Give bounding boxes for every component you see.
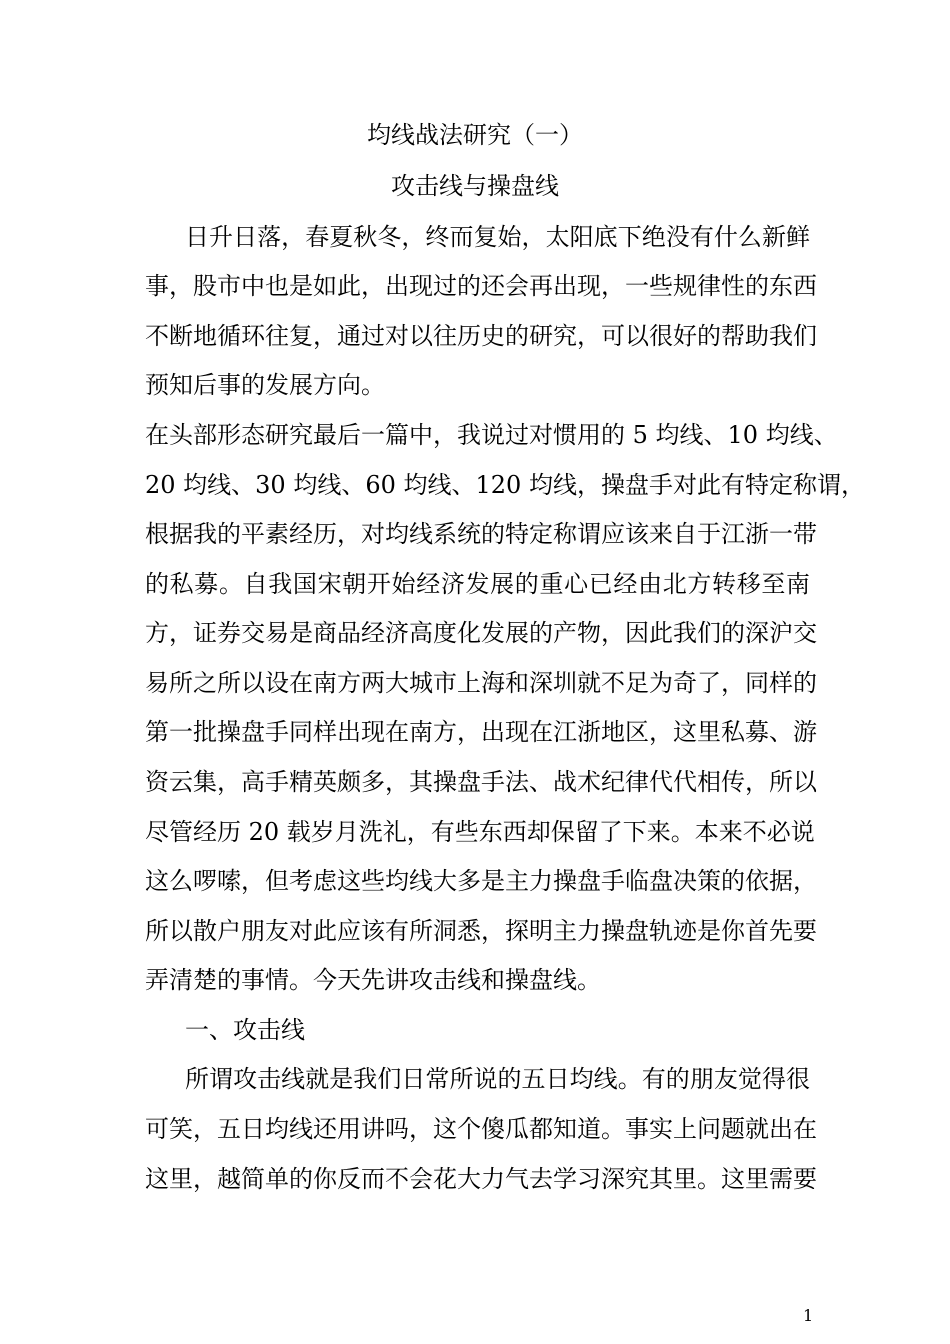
paragraph-line: 弄清楚的事情。今天先讲攻击线和操盘线。 bbox=[145, 966, 601, 994]
paragraph-line: 易所之所以设在南方两大城市上海和深圳就不足为奇了，同样的 bbox=[145, 669, 817, 697]
paragraph-line: 尽管经历 20 载岁月洗礼，有些东西却保留了下来。本来不必说 bbox=[145, 818, 815, 846]
paragraph-line: 所以散户朋友对此应该有所洞悉，探明主力操盘轨迹是你首先要 bbox=[145, 917, 817, 945]
paragraph-line: 这么啰嗦，但考虑这些均线大多是主力操盘手临盘决策的依据， bbox=[145, 867, 817, 895]
document-title: 均线战法研究（一） bbox=[367, 121, 583, 149]
paragraph-line: 的私募。自我国宋朝开始经济发展的重心已经由北方转移至南 bbox=[145, 570, 810, 598]
paragraph-line: 日升日落，春夏秋冬，终而复始，太阳底下绝没有什么新鲜 bbox=[185, 223, 810, 251]
paragraph-line: 方，证券交易是商品经济高度化发展的产物，因此我们的深沪交 bbox=[145, 619, 817, 647]
paragraph-line: 第一批操盘手同样出现在南方，出现在江浙地区，这里私募、游 bbox=[145, 718, 817, 746]
paragraph-line: 事，股市中也是如此，出现过的还会再出现，一些规律性的东西 bbox=[145, 272, 817, 300]
paragraph-line: 资云集，高手精英颇多，其操盘手法、战术纪律代代相传，所以 bbox=[145, 768, 817, 796]
document-subtitle: 攻击线与操盘线 bbox=[391, 172, 559, 200]
paragraph-line: 所谓攻击线就是我们日常所说的五日均线。有的朋友觉得很 bbox=[185, 1065, 810, 1093]
paragraph-line: 不断地循环往复，通过对以往历史的研究，可以很好的帮助我们 bbox=[145, 322, 817, 350]
paragraph-line: 20 均线、30 均线、60 均线、120 均线，操盘手对此有特定称谓， bbox=[145, 471, 865, 499]
paragraph-line: 预知后事的发展方向。 bbox=[145, 371, 385, 399]
page-number: 1 bbox=[803, 1306, 814, 1325]
section-heading: 一、攻击线 bbox=[185, 1016, 305, 1044]
paragraph-line: 可笑，五日均线还用讲吗，这个傻瓜都知道。事实上问题就出在 bbox=[145, 1115, 817, 1143]
paragraph-line: 根据我的平素经历，对均线系统的特定称谓应该来自于江浙一带 bbox=[145, 520, 817, 548]
paragraph-line: 在头部形态研究最后一篇中，我说过对惯用的 5 均线、10 均线、 bbox=[145, 421, 838, 449]
paragraph-line: 这里，越简单的你反而不会花大力气去学习深究其里。这里需要 bbox=[145, 1165, 817, 1193]
